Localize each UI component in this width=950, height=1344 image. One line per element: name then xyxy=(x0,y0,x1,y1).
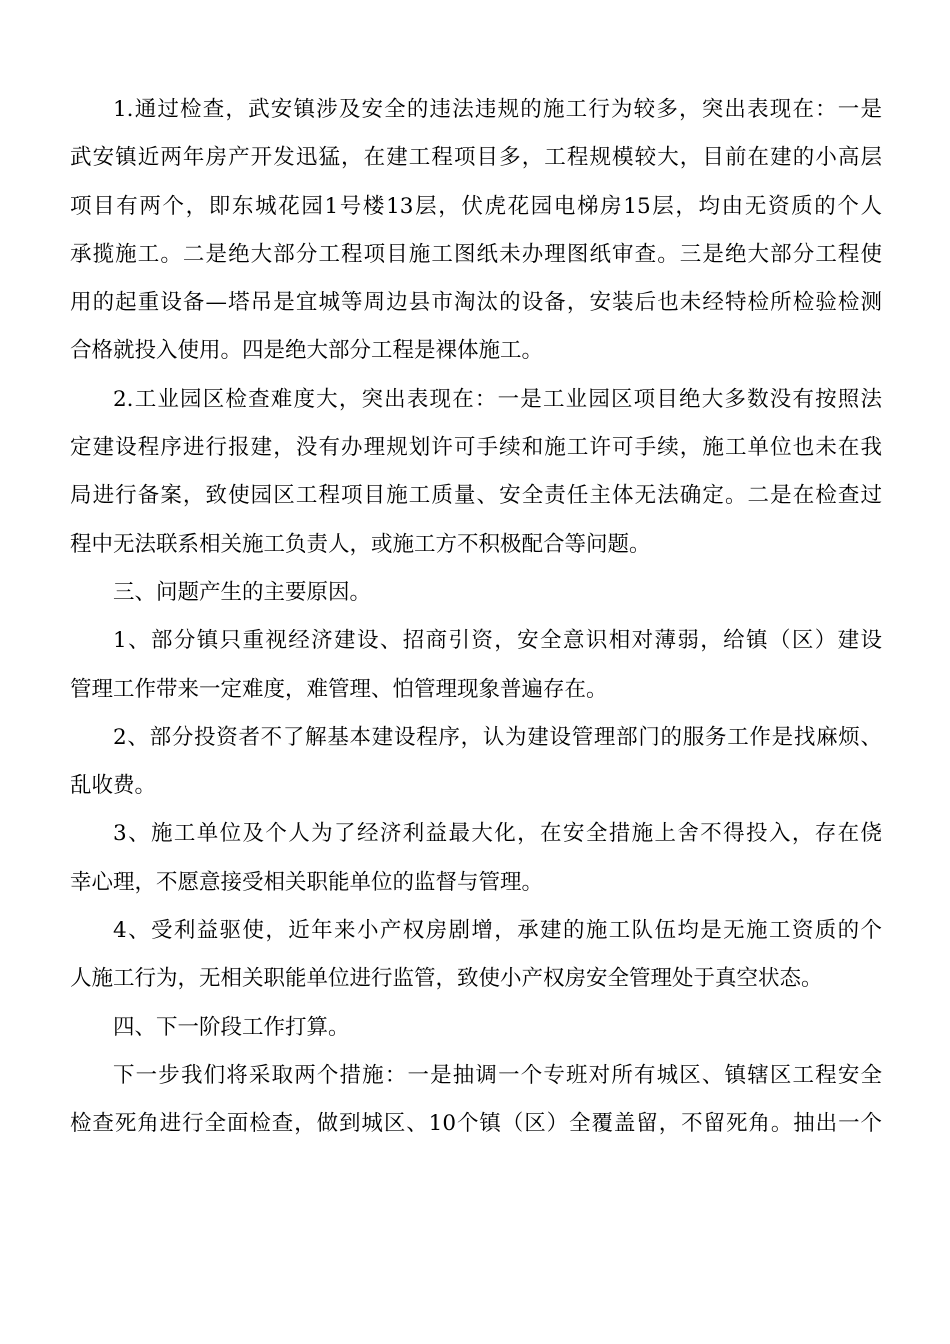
section-heading-3 xyxy=(70,569,882,617)
paragraph-reason-1 xyxy=(70,617,882,714)
section-heading: 三、问题产生的主要原因。 xyxy=(113,579,372,605)
text-line: 程中无法联系相关施工负责人，或施工方不积极配合等问题。 xyxy=(70,531,651,557)
text-line: 管理工作带来一定难度，难管理、怕管理现象普遍存在。 xyxy=(70,676,608,702)
text-line: 承揽施工。二是绝大部分工程项目施工图纸未办理图纸审查。三是绝大部分工程使 xyxy=(70,241,882,267)
text-line: 局进行备案，致使园区工程项目施工质量、安全责任主体无法确定。二是在检查过 xyxy=(70,483,882,509)
text-line: 乱收费。 xyxy=(70,773,157,799)
text-line: 用的起重设备—塔吊是宜城等周边县市淘汰的设备，安装后也未经特检所检验检测 xyxy=(70,290,882,316)
text-line: 定建设程序进行报建，没有办理规划许可手续和施工许可手续，施工单位也未在我 xyxy=(70,435,882,461)
text-line: 检查死角进行全面检查，做到城区、10个镇（区）全覆盖留，不留死角。抽出一个 xyxy=(70,1111,882,1137)
section-heading: 四、下一阶段工作打算。 xyxy=(113,1014,350,1040)
text-line: 3、施工单位及个人为了经济利益最大化，在安全措施上舍不得投入，存在侥 xyxy=(113,821,882,847)
text-line: 合格就投入使用。四是绝大部分工程是裸体施工。 xyxy=(70,338,544,364)
text-line: 1.通过检查，武安镇涉及安全的违法违规的施工行为较多，突出表现在：一是 xyxy=(113,97,882,122)
text-line: 人施工行为，无相关职能单位进行监管，致使小产权房安全管理处于真空状态。 xyxy=(70,966,823,992)
paragraph-reason-3 xyxy=(70,810,882,907)
text-line: 幸心理，不愿意接受相关职能单位的监督与管理。 xyxy=(70,869,544,895)
text-line: 1、部分镇只重视经济建设、招商引资，安全意识相对薄弱，给镇（区）建设 xyxy=(113,628,882,654)
paragraph-reason-4 xyxy=(70,907,882,1004)
section-heading-4 xyxy=(70,1004,882,1052)
document-body xyxy=(70,86,882,1149)
text-line: 武安镇近两年房产开发迅猛，在建工程项目多，工程规模较大，目前在建的小高层 xyxy=(70,145,882,171)
text-line: 2、部分投资者不了解基本建设程序，认为建设管理部门的服务工作是找麻烦、 xyxy=(113,724,882,750)
text-line: 4、受利益驱使，近年来小产权房剧增，承建的施工队伍均是无施工资质的个 xyxy=(113,918,882,944)
paragraph-2 xyxy=(70,376,882,569)
text-line: 2.工业园区检查难度大，突出表现在：一是工业园区项目绝大多数没有按照法 xyxy=(113,386,882,412)
text-line: 下一步我们将采取两个措施：一是抽调一个专班对所有城区、镇辖区工程安全 xyxy=(113,1062,882,1088)
paragraph-reason-2 xyxy=(70,714,882,811)
paragraph-plan xyxy=(70,1052,882,1149)
paragraph-1 xyxy=(70,86,882,376)
text-line: 项目有两个，即东城花园1号楼13层，伏虎花园电梯房15层，均由无资质的个人 xyxy=(70,193,882,219)
